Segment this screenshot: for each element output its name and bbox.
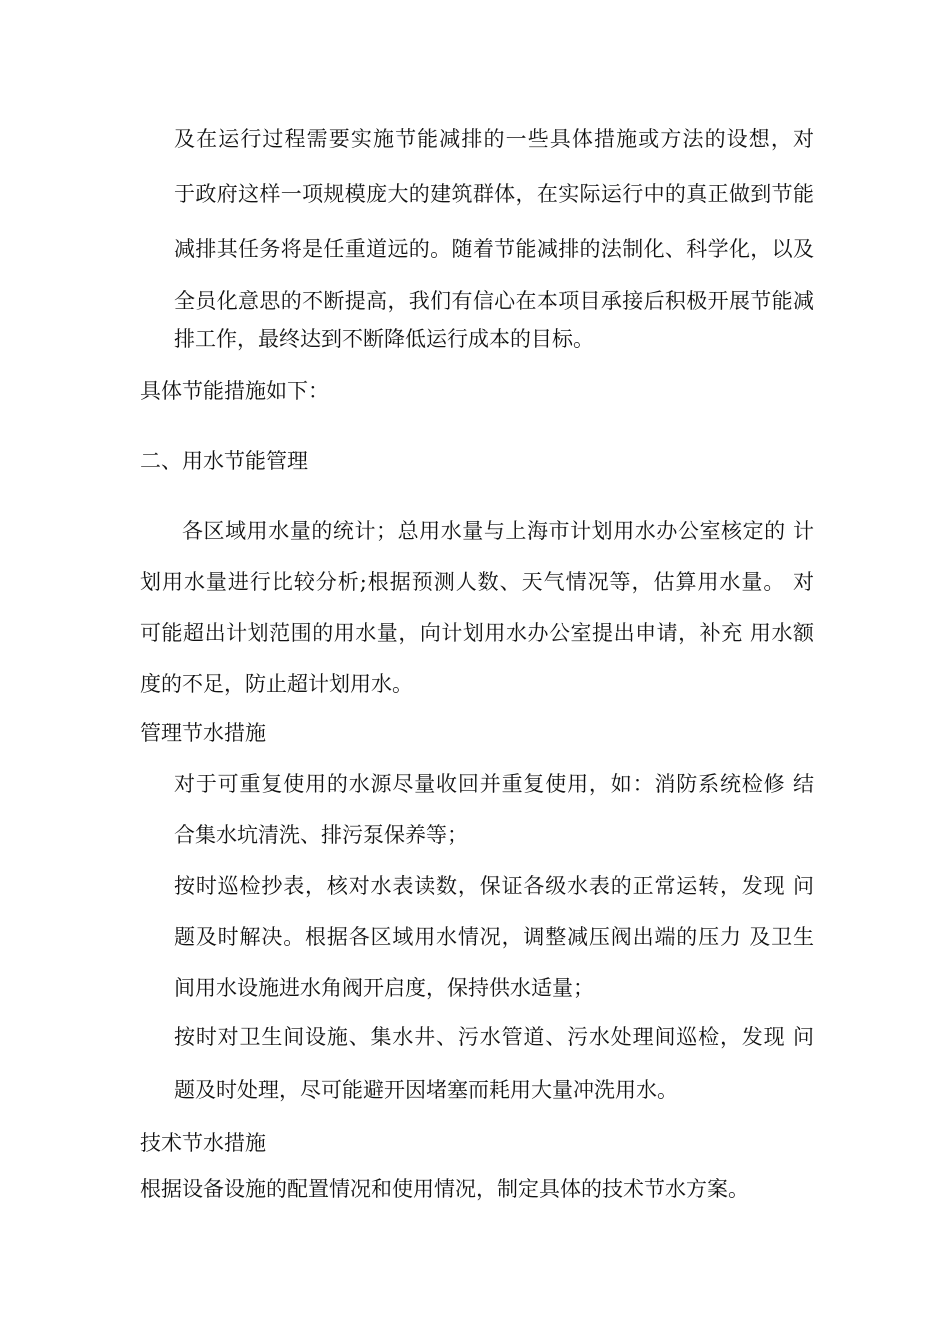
tech-heading: 技术节水措施 xyxy=(140,1131,266,1155)
intro-line: 全员化意思的不断提高，我们有信心在本项目承接后积极开展节能减 xyxy=(174,289,814,313)
mgmt-heading: 管理节水措施 xyxy=(140,721,266,745)
mgmt-item-line: 对于可重复使用的水源尽量收回并重复使用，如：消防系统检修 结 xyxy=(174,772,814,796)
intro-line: 于政府这样一项规模庞大的建筑群体，在实际运行中的真正做到节能 xyxy=(174,182,814,206)
mgmt-item-line: 按时对卫生间设施、集水井、污水管道、污水处理间巡检，发现 问 xyxy=(174,1025,814,1049)
intro-line: 及在运行过程需要实施节能减排的一些具体措施或方法的设想，对 xyxy=(174,127,814,151)
mgmt-item-line: 题及时处理，尽可能避开因堵塞而耗用大量冲洗用水。 xyxy=(174,1078,678,1102)
intro-line: 排工作，最终达到不断降低运行成本的目标。 xyxy=(174,327,594,351)
stats-line: 可能超出计划范围的用水量，向计划用水办公室提出申请，补充 用水额 xyxy=(140,621,814,645)
tech-text: 根据设备设施的配置情况和使用情况，制定具体的技术节水方案。 xyxy=(140,1177,749,1201)
stats-line: 各区域用水量的统计；总用水量与上海市计划用水办公室核定的 计 xyxy=(182,519,814,543)
stats-line: 度的不足，防止超计划用水。 xyxy=(140,672,413,696)
intro-line: 减排其任务将是任重道远的。随着节能减排的法制化、科学化，以及 xyxy=(174,237,814,261)
mgmt-item-line: 题及时解决。根据各区域用水情况，调整减压阀出端的压力 及卫生 xyxy=(174,925,814,949)
measures-intro: 具体节能措施如下： xyxy=(140,379,329,403)
mgmt-item-line: 按时巡检抄表，核对水表读数，保证各级水表的正常运转，发现 问 xyxy=(174,874,814,898)
mgmt-item-line: 合集水坑清洗、排污泵保养等； xyxy=(174,823,468,847)
section-title: 二、用水节能管理 xyxy=(140,449,308,473)
stats-line: 划用水量进行比较分析;根据预测人数、天气情况等，估算用水量。 对 xyxy=(140,570,814,594)
mgmt-item-line: 间用水设施进水角阀开启度，保持供水适量； xyxy=(174,976,594,1000)
